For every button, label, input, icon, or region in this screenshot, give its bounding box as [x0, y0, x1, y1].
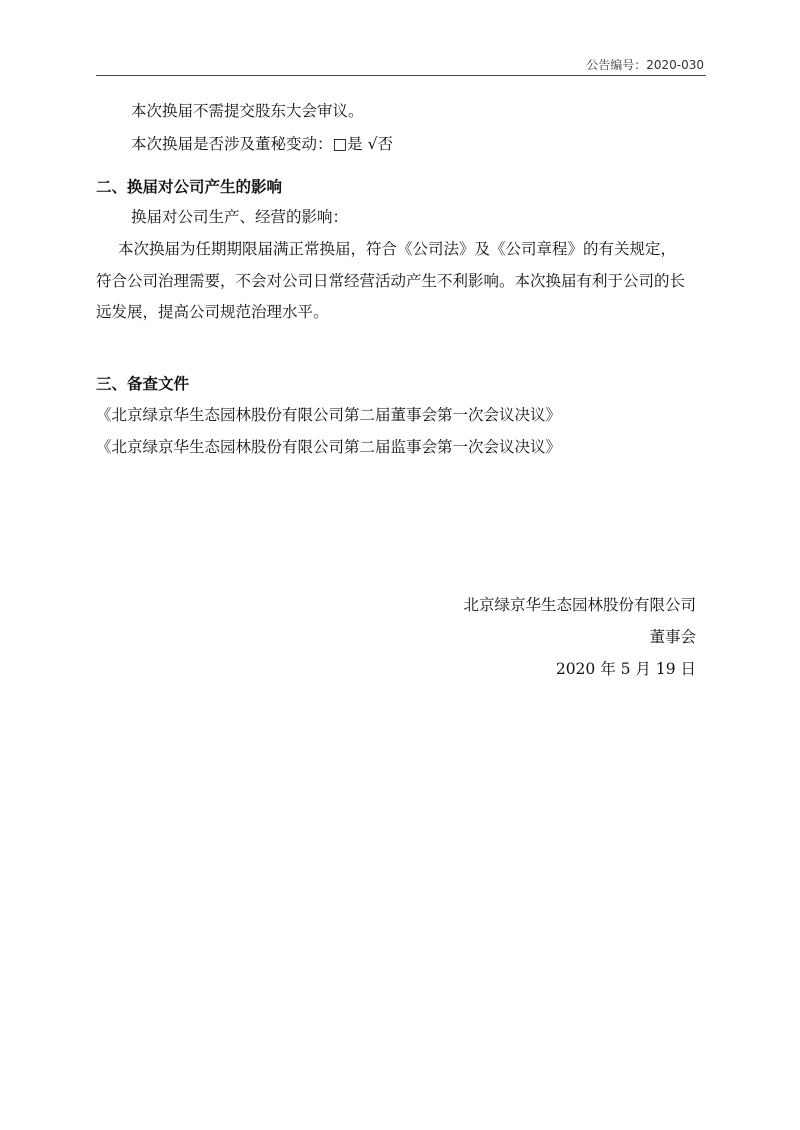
header-divider	[96, 75, 706, 76]
intro-line-1: 本次换届不需提交股东大会审议。	[131, 102, 364, 120]
signature-date: 2020 年 5 月 19 日	[555, 660, 696, 678]
section-2-paragraph-line-1: 本次换届为任期期限届满正常换届，符合《公司法》及《公司章程》的有关规定，	[118, 240, 677, 258]
section-2-heading: 二、换届对公司产生的影响	[96, 178, 283, 196]
announcement-number: 公告编号：2020-030	[586, 58, 704, 72]
signature-company: 北京绿京华生态园林股份有限公司	[463, 596, 696, 614]
section-2-paragraph-line-2: 符合公司治理需要，不会对公司日常经营活动产生不利影响。本次换届有利于公司的长	[96, 272, 686, 290]
signature-board: 董事会	[649, 628, 696, 646]
reference-file-2: 《北京绿京华生态园林股份有限公司第二届监事会第一次会议决议》	[96, 438, 562, 456]
section-2-subtitle: 换届对公司生产、经营的影响：	[131, 208, 349, 226]
reference-file-1: 《北京绿京华生态园林股份有限公司第二届董事会第一次会议决议》	[96, 406, 562, 424]
section-3-heading: 三、备查文件	[96, 375, 190, 393]
section-2-paragraph-line-3: 远发展，提高公司规范治理水平。	[96, 303, 329, 321]
intro-line-2: 本次换届是否涉及董秘变动：□是 √否	[131, 135, 393, 153]
